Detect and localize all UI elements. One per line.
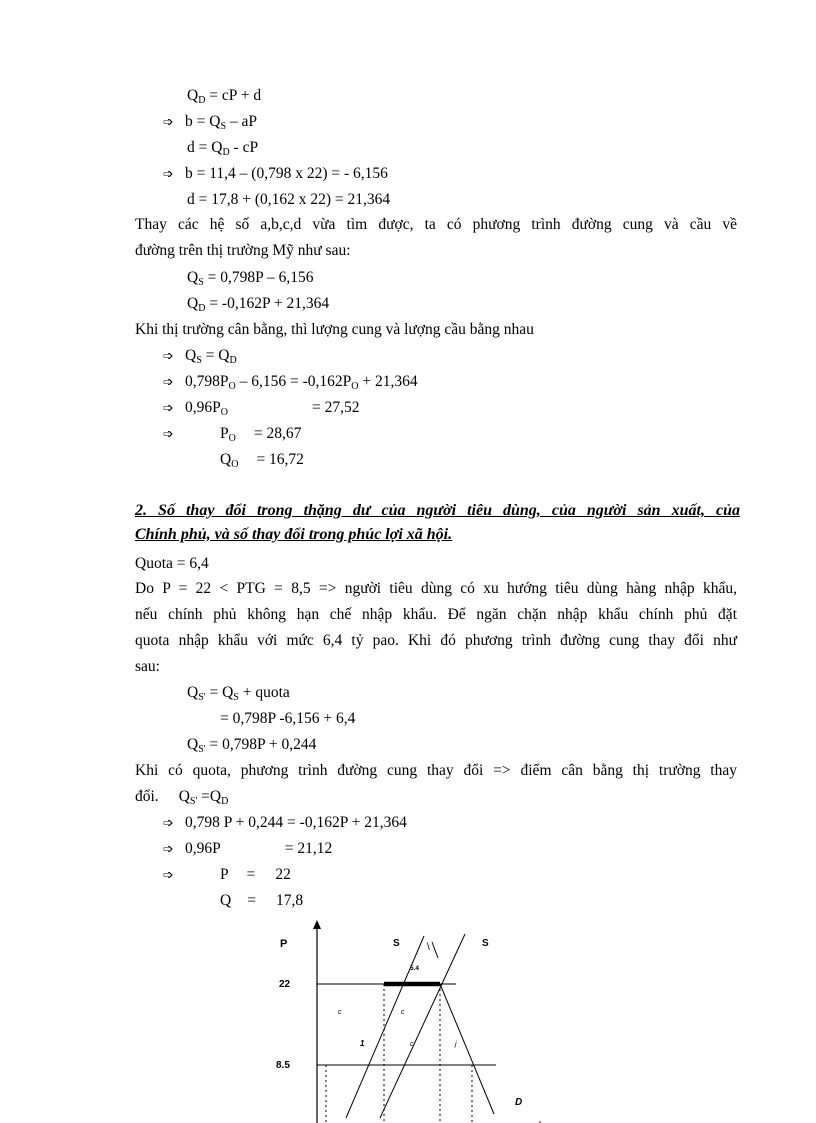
equation-balance: ➩ $Q_S = Q_D$ <box>163 347 237 366</box>
tick-label-22: 22 <box>279 979 291 990</box>
quota-value: Quota = 6,4 <box>135 555 209 572</box>
area-label-1: 1 <box>360 1039 365 1048</box>
demand-curve <box>440 984 494 1114</box>
equation-qs: $Q_S = 0,798P - 6,156$ <box>187 269 314 288</box>
equation-new-price: ➩ P = 22 <box>163 865 291 886</box>
equation-qd-final: $Q_D = -0,162P + 21,364$ <box>187 295 330 314</box>
paragraph-coefficients-cont: đường trên thị trường Mỹ như sau: <box>135 242 351 259</box>
paragraph-new-equilibrium-cont: đổi. $Q_{S'} =Q_D$ <box>135 788 229 807</box>
equation-balance-simplified: ➩ $0,96P_O = 27,52$ <box>163 399 360 418</box>
supply-demand-diagram <box>260 918 560 1123</box>
right-arrow-icon: ➩ <box>163 115 174 130</box>
area-label-c1: c <box>338 1009 342 1016</box>
y-axis-arrow-icon <box>313 920 321 929</box>
area-label-j: j <box>455 1041 457 1048</box>
curve-label-s-prime: S <box>482 938 489 949</box>
equation-qs-prime: $Q_{S'} = Q_S$ + quota <box>187 684 290 703</box>
equation-new-balance: ➩ 0,798 P + 0,244 = -0,162P + 21,364 <box>163 813 407 834</box>
equation-price-equilibrium: ➩ $P_O = 28,67$ <box>163 425 302 444</box>
curve-label-s: S <box>393 938 400 949</box>
tick-label-8-5: 8.5 <box>276 1060 290 1071</box>
y-axis-label: P <box>280 938 288 950</box>
right-arrow-icon: ➩ <box>163 167 174 182</box>
section-heading: 2. Số thay đổi trong thặng dư của người tiêu dùng, của người sản xuất, của Chính phủ, và số thay đổi trong phúc lợi xã hội. <box>135 502 740 543</box>
right-arrow-icon: ➩ <box>163 375 174 390</box>
equation-new-balance-simplified: ➩ 0,96P = 21,12 <box>163 839 332 860</box>
equation-d: $d = Q_D$ - cP <box>187 139 259 158</box>
equation-d-value: d = 17,8 + (0,162 x 22) = 21,364 <box>187 191 391 208</box>
area-label-c3: c <box>410 1041 414 1048</box>
curve-label-backslash: \ <box>427 942 430 953</box>
equation-new-quantity: Q = 17,8 <box>220 892 304 909</box>
curve-label-d: D <box>515 1097 523 1108</box>
area-label-quota: 5.4 <box>410 965 420 972</box>
paragraph-quota-3: quota nhập khẩu với mức 6,4 tỷ pao. Khi đó phương trình đường cung thay đổi như <box>135 632 737 649</box>
right-arrow-icon: ➩ <box>163 427 174 442</box>
right-arrow-icon: ➩ <box>163 401 174 416</box>
paragraph-coefficients: Thay các hệ số a,b,c,d vừa tìm được, ta có phương trình đường cung và cầu về <box>135 216 737 233</box>
paragraph-new-equilibrium: Khi có quota, phương trình đường cung thay đổi => điểm cân bằng thị trường thay <box>135 762 737 779</box>
right-arrow-icon: ➩ <box>163 816 174 831</box>
equation-quantity-equilibrium: $Q_O = 16,72$ <box>220 451 304 470</box>
paragraph-quota-1: Do P = 22 < PTG = 8,5 => người tiêu dùng có xu hướng tiêu dùng hàng nhập khẩu, <box>135 580 737 597</box>
supply-curve-s <box>346 936 424 1118</box>
equation-b-value: ➩ b = 11,4 – (0,798 x 22) = - 6,156 <box>163 164 388 185</box>
paragraph-quota-4: sau: <box>135 658 160 675</box>
paragraph-quota-2: nếu chính phủ không hạn chế nhập khẩu. Để ngăn chặn nhập khẩu chính phủ đặt <box>135 606 737 623</box>
area-label-c2: c <box>401 1009 405 1016</box>
supply-curve-s-prime <box>380 934 465 1118</box>
right-arrow-icon: ➩ <box>163 842 174 857</box>
equation-qs-prime-final: $Q_{S'} = 0,798P + 0,244$ <box>187 736 317 755</box>
right-arrow-icon: ➩ <box>163 349 174 364</box>
equation-balance-expanded: ➩ $0,798P_O - 6,156 = -0,162P_O + 21,364$ <box>163 373 418 392</box>
right-arrow-icon: ➩ <box>163 868 174 883</box>
paragraph-equilibrium: Khi thị trường cân bằng, thì lượng cung và lượng cầu bằng nhau <box>135 321 534 338</box>
equation-b: ➩ $b = Q_S$ – aP <box>163 113 257 132</box>
equation-qs-prime-expanded: = 0,798P -6,156 + 6,4 <box>220 710 356 727</box>
equation-qd: $Q_D$ = cP + d <box>187 87 262 106</box>
demand-curve-top <box>432 942 438 958</box>
